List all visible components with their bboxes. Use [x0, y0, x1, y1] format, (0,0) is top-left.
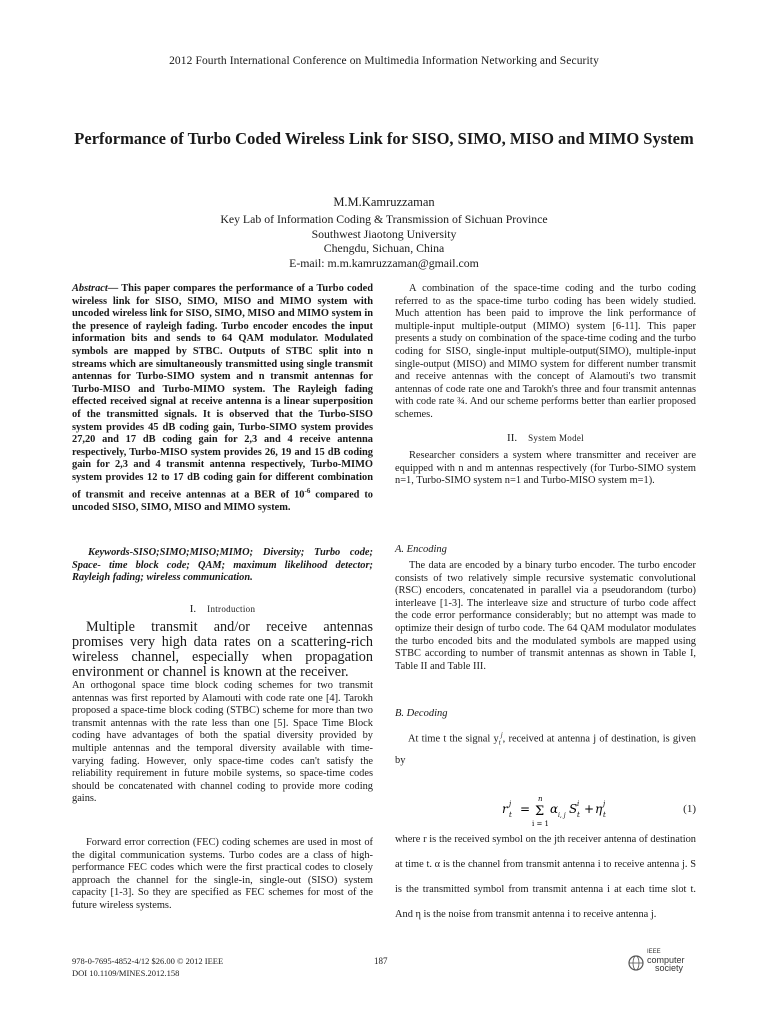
ieee-computer-society-logo — [627, 948, 699, 974]
svg-text:i, j: i, j — [558, 812, 566, 819]
author-email: E-mail: m.m.kamruzzaman@gmail.com — [289, 255, 479, 270]
decoding-definitions: where r is the received symbol on the jth receiver antenna of destination at time t. α is the channel from transmit antenna i to receive antenna j. S is the transmitted symbol from transmit antenna i at each time slot t. And η is the noise from transmit antenna i to receive antenna j. — [395, 834, 696, 920]
logo-text — [647, 948, 685, 972]
svg-text:=: = — [520, 802, 531, 816]
logo-society: society — [655, 963, 684, 973]
intro-paragraph-large: Multiple transmit and/or receive antennas promises very high data rates on a scattering-rich wireless channel, especially when propagation environment or channel is known at the receiver. — [72, 619, 373, 680]
globe-icon — [627, 954, 645, 972]
svg-text:j: j — [603, 800, 606, 808]
subsection-encoding: A. Encoding — [395, 544, 447, 555]
abstract — [72, 283, 373, 514]
svg-text:n: n — [538, 795, 543, 803]
affiliation-line: Chengdu, Sichuan, China — [323, 241, 445, 255]
section-heading-introduction — [72, 603, 373, 615]
keywords: Keywords-SISO;SIMO;MISO;MIMO; Diversity; Turbo code; Space- time block code; QAM; maximum likelihood detector; Rayleigh fading; wireless communication. — [72, 547, 373, 584]
svg-text:r: r — [502, 802, 508, 816]
footer-doi: DOI 10.1109/MINES.2012.158 — [72, 967, 180, 978]
svg-text:+: + — [584, 802, 595, 816]
fec-paragraph: Forward error correction (FEC) coding schemes are used in most of the digital communication systems. Turbo codes are a class of high-performance FEC codes which were the first practical codes to closely approach the channel for the single-in, single-out (SISO) system capacity [1-3]. So they are specified as FEC schemes for most of the future wireless systems. — [72, 837, 373, 911]
subsection-decoding: B. Decoding — [395, 708, 448, 719]
equation-1 — [480, 793, 696, 829]
paper-title: Performance of Turbo Coded Wireless Link for SISO, SIMO, MISO and MIMO System — [74, 129, 694, 148]
decoding-paragraph: At time t the signal $y_t^j$, received at antenna j of destination, is given by — [395, 731, 696, 766]
logo-computer: computer — [647, 955, 685, 965]
svg-text:η: η — [595, 802, 603, 816]
svg-text:α: α — [550, 802, 559, 816]
abstract-label: Abstract — [72, 283, 108, 294]
encoding-paragraph: The data are encoded by a binary turbo encoder. The turbo encoder consists of two relatively simple recursive systematic convolutional (RSC) encoders, concatenated in parallel via a pseudorandom (turbo) interleave [1-3]. The interleave size and structure of turbo code affect the code error performance considerably; but no attempt was made to optimize their design of turbo code. The 64 QAM modulator modulates the turbo encoded bits and the modulated symbols are mapped using STBC according to number of transmit antennas as shown in Table I, Table II and Table III. — [395, 560, 696, 672]
svg-text:i: i — [577, 800, 580, 808]
decoding-text-a: At time t the signal y — [408, 733, 499, 745]
svg-text:Σ: Σ — [535, 804, 545, 819]
section-title: Introduction — [207, 604, 256, 614]
footer-copyright — [72, 956, 223, 979]
affiliation-line: Key Lab of Information Coding & Transmission of Sichuan Province — [220, 212, 548, 226]
equation-number: (1) — [683, 803, 696, 815]
author-affiliation — [0, 212, 768, 270]
abstract-text-end: compared to uncoded SISO, SIMO, MISO and MIMO system. — [72, 488, 373, 513]
right-paragraph-1: A combination of the space-time coding and the turbo coding referred to as the space-time turbo coding has been widely studied. Much attention has been paid to improve the link performance of multiple-input multiple-output (MIMO) system [6-11]. This paper presents a study on combination of the space-time coding and the turbo coding for SISO, single-input multiple-output(SIMO), multiple-input single-output (MISO) and MIMO system for different number transmit and receive antennas with the concept of Alamouti's two transmit antennas of code rate one and Tarokh's three and four transmit antennas with code rate ¾. And our scheme performs better than earlier proposed schemes. — [395, 283, 696, 420]
svg-text:S: S — [569, 802, 578, 816]
affiliation-line: Southwest Jiaotong University — [311, 226, 457, 241]
svg-text:t: t — [509, 811, 512, 819]
intro-paragraph: An orthogonal space time block coding schemes for two transmit antennas was first reported by Alamouti with code rate one [4]. Tarokh proposed a space-time block coding (STBC) scheme for more than two transmit antennas with the rate less than one [5]. Space Time Block coding have advantages of both the spatial diversity provided by multiple antennas and the temporal diversity available with time-varying fading. However, only space-time codes can't satisfy the reliability requirement in future mobile systems, so space-time codes should be concatenated with channel coding to provide more coding gains. — [72, 680, 373, 805]
decoding-text-b: , received at antenna j of destination, is given by — [395, 733, 696, 766]
abstract-text: — This paper compares the performance of a Turbo coded wireless link for SISO, SIMO, MISO and MIMO system with uncoded wireless link for SISO, SIMO, MISO and MIMO system in the presence of rayleigh fading. Turbo encoder encodes the input information bits and sends to 64 QAM modulator. Modulated symbols are mapped by STBC. Outputs of STBC split into n streams which are simultaneously transmitted using single transmit antennas for Turbo-SIMO system and n transmit antennas for Turbo-MISO and Turbo-MIMO system. The Rayleigh fading effected received signal at receive antenna is a linear superposition of the transmitted signals. It is observed that the Turbo-SISO system provides 45 dB coding gain, Turbo-SIMO system provides 27,20 and 17 dB coding gain for 2,3 and 4 receive antenna respectively, Turbo-MISO system provides 26, 19 and 15 dB coding gain for 2,3 and 4 transmit antenna respectively, Turbo-MIMO system provides 12 to 17 dB coding gain for different combination of transmit and receive antennas at a BER of 10 — [72, 283, 373, 500]
system-model-paragraph: Researcher considers a system where transmitter and receiver are equipped with n and m antennas respectively (for Turbo-SIMO system n=1, Turbo-SIMO system n=1 and Turbo-MISO system m=1). — [395, 450, 696, 487]
section-heading-system-model — [395, 432, 696, 444]
section-number: II. — [507, 432, 518, 444]
conference-header: 2012 Fourth International Conference on Multimedia Information Networking and Security — [169, 55, 599, 67]
equation-graphic — [480, 793, 650, 829]
svg-text:j: j — [509, 800, 512, 808]
svg-text:t: t — [577, 811, 580, 819]
svg-text:i = 1: i = 1 — [532, 820, 550, 828]
section-number: I. — [189, 603, 197, 615]
svg-text:t: t — [603, 811, 606, 819]
author-name: M.M.Kamruzzaman — [333, 195, 435, 209]
logo-ieee: IEEE — [647, 949, 661, 955]
abstract-ber-exponent: -6 — [304, 486, 311, 495]
page-number: 187 — [374, 956, 388, 966]
section-title: System Model — [528, 433, 584, 443]
footer-isbn: 978-0-7695-4852-4/12 $26.00 © 2012 IEEE — [72, 956, 224, 966]
